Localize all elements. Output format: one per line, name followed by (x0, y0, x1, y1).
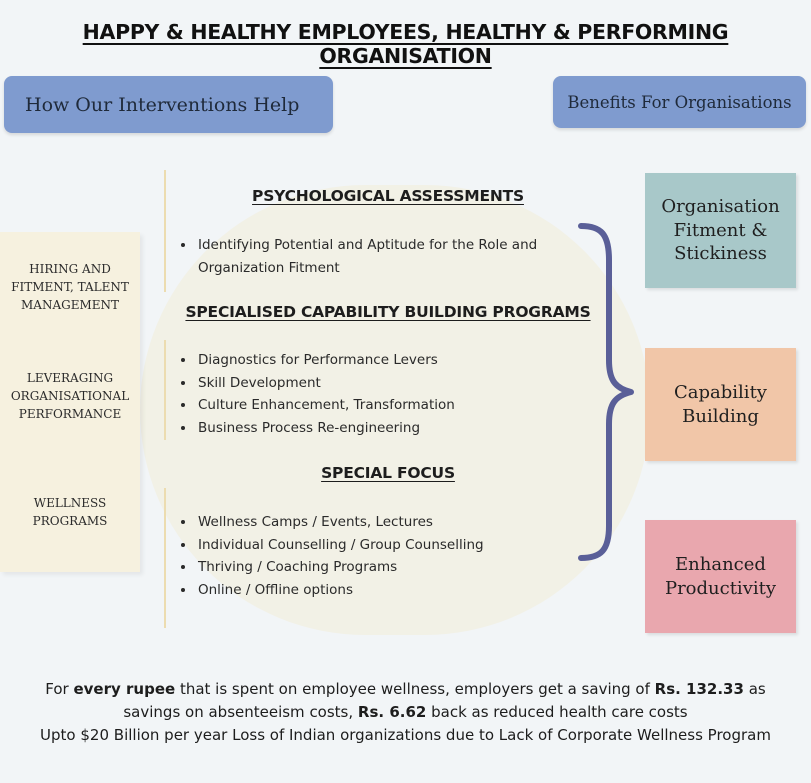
list-item: • Individual Counselling / Group Counselling (196, 534, 596, 557)
capability-list (176, 349, 596, 440)
footer-line-3: Upto $20 Billion per year Loss of Indian organizations due to Lack of Corporate Wellness Program (40, 726, 771, 744)
benefit-fitment-stickiness: Organisation Fitment & Stickiness (645, 173, 796, 288)
footer-line-1: For every rupee that is spent on employee wellness, employers get a saving of Rs. 132.33 as (45, 680, 766, 698)
benefit-capability-building: Capability Building (645, 348, 796, 461)
list-item: • Online / Offline options (196, 579, 596, 602)
special-focus-list (176, 511, 596, 602)
assessment-list (176, 234, 576, 279)
benefits-header: Benefits For Organisations (553, 76, 806, 128)
category-hiring: HIRING AND FITMENT, TALENT MANAGEMENT (11, 262, 129, 312)
page-title: HAPPY & HEALTHY EMPLOYEES, HEALTHY & PERFORMING ORGANISATION (82, 20, 729, 68)
list-item: • Skill Development (196, 372, 596, 395)
list-item: • Culture Enhancement, Transformation (196, 394, 596, 417)
section-heading-assessments: PSYCHOLOGICAL ASSESSMENTS (252, 187, 524, 205)
divider-line-2 (164, 340, 166, 440)
benefit-enhanced-productivity: Enhanced Productivity (645, 520, 796, 633)
list-item: • Thriving / Coaching Programs (196, 556, 596, 579)
footer-line-2: savings on absenteeism costs, Rs. 6.62 back as reduced health care costs (123, 703, 688, 721)
curly-brace-connector (575, 220, 637, 565)
category-wellness: WELLNESS PROGRAMS (32, 496, 108, 528)
list-item: • Wellness Camps / Events, Lectures (196, 511, 596, 534)
interventions-header: How Our Interventions Help (4, 76, 333, 133)
list-item: • Business Process Re-engineering (196, 417, 596, 440)
divider-line-3 (164, 488, 166, 628)
list-item: • Diagnostics for Performance Levers (196, 349, 596, 372)
category-performance: LEVERAGING ORGANISATIONAL PERFORMANCE (10, 371, 130, 421)
section-heading-special-focus: SPECIAL FOCUS (321, 464, 455, 482)
list-item: • Identifying Potential and Aptitude for the Role and Organization Fitment (196, 234, 576, 279)
section-heading-capability: SPECIALISED CAPABILITY BUILDING PROGRAMS (185, 303, 591, 321)
